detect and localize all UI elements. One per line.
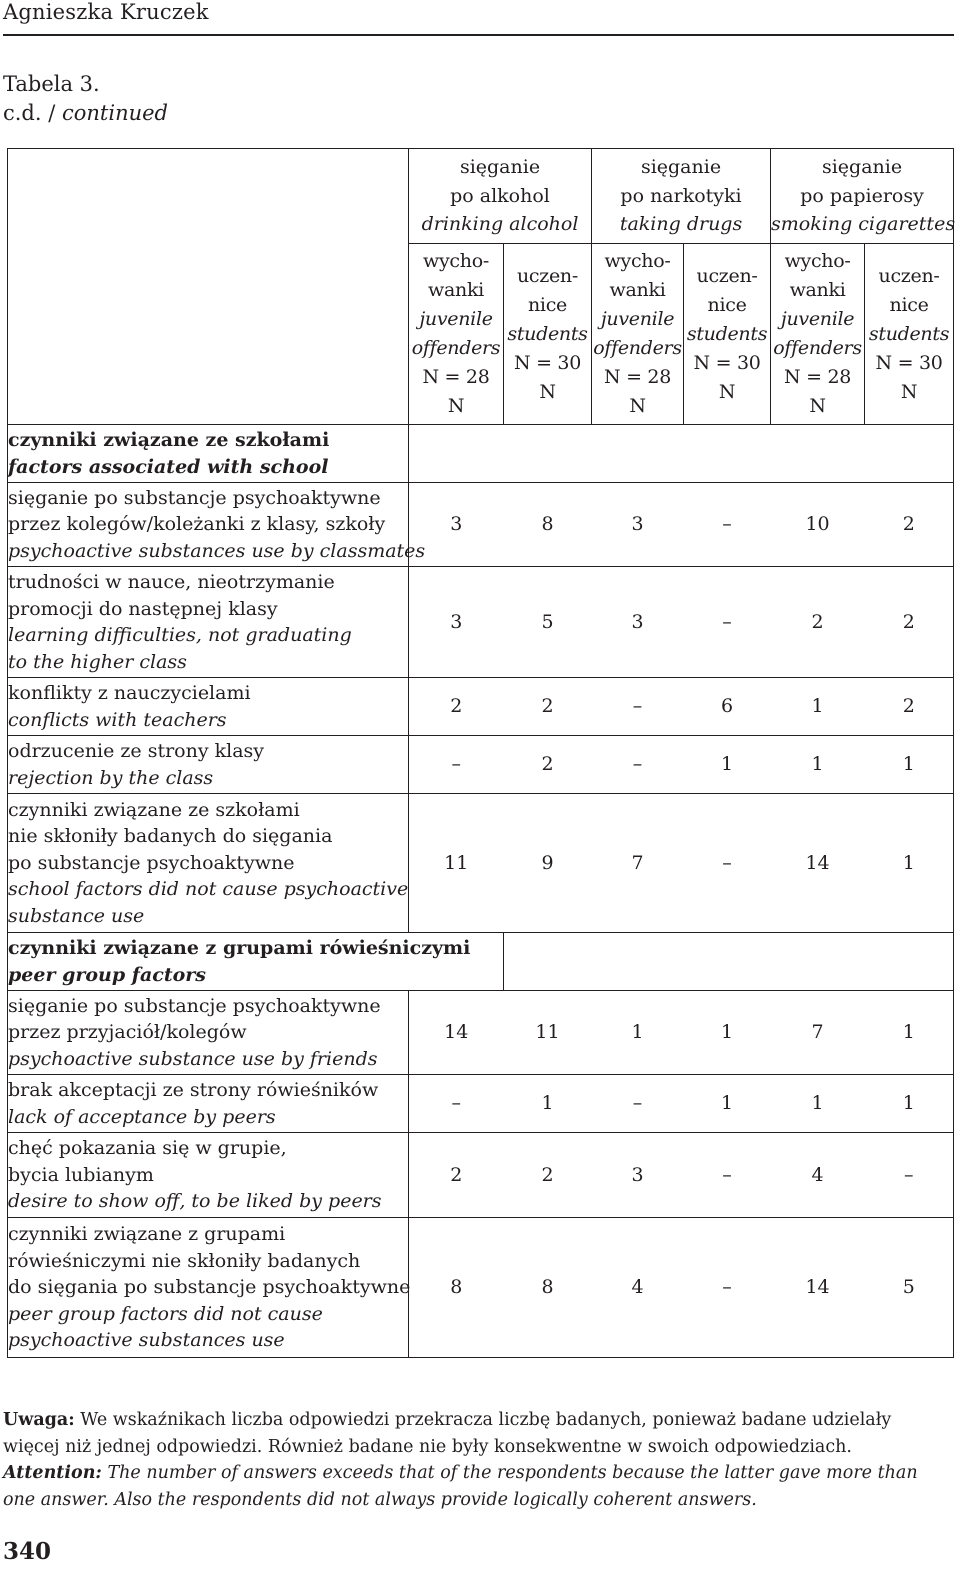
table-caption — [3, 70, 168, 128]
table-row — [8, 736, 954, 794]
value-cell: 9 — [504, 794, 592, 933]
section-title-en: factors associated with school — [8, 455, 329, 478]
value-cell: 1 — [771, 736, 865, 794]
section-title — [8, 425, 409, 483]
section-title-pl: czynniki związane z grupami rówieśniczymi — [8, 937, 471, 959]
row-label — [8, 1133, 409, 1218]
value-cell: 8 — [504, 483, 592, 567]
header-corner — [8, 149, 409, 425]
subheader-offenders: wycho- wanki juvenile offenders N = 28 N — [409, 244, 504, 425]
note-pl-text: We wskaźnikach liczba odpowiedzi przekracza liczbę badanych, ponieważ badane udzielały więcej niż jednej odpowiedzi. Również badane nie były konsekwentne w swoich odpowiedziach. — [3, 1410, 892, 1457]
row-label-pl-line: odrzucenie ze strony klasy — [8, 740, 265, 762]
group-header-drugs: sięganie po narkotyki taking drugs — [592, 149, 771, 244]
value-cell: 2 — [504, 678, 592, 736]
row-label-en-line: rejection by the class — [8, 766, 214, 789]
row-label-en-line: learning difficulties, not graduating — [8, 624, 352, 646]
row-label — [8, 1075, 409, 1133]
table-row — [8, 1075, 954, 1133]
row-label — [8, 736, 409, 794]
note-pl — [3, 1407, 953, 1460]
table-label: Tabela 3. — [3, 72, 100, 96]
row-label-pl-line: promocji do następnej klasy — [8, 597, 278, 620]
row-label-pl-line: rówieśniczymi nie skłoniły badanych — [8, 1249, 361, 1272]
value-cell: 1 — [684, 736, 771, 794]
table-row — [8, 567, 954, 678]
value-cell: 2 — [504, 1133, 592, 1218]
value-cell: 1 — [865, 736, 954, 794]
row-label-pl-line: po substancje psychoaktywne — [8, 851, 295, 874]
value-cell: 1 — [865, 794, 954, 933]
header-rule — [3, 34, 954, 36]
value-cell: – — [409, 736, 504, 794]
value-cell: 2 — [771, 567, 865, 678]
value-cell: – — [684, 1218, 771, 1358]
row-label-pl-line: trudności w nauce, nieotrzymanie — [8, 571, 335, 593]
value-cell: 1 — [684, 1075, 771, 1133]
value-cell: 3 — [592, 483, 684, 567]
header-row-groups — [8, 149, 954, 244]
row-label-en-line: lack of acceptance by peers — [8, 1105, 276, 1128]
row-label-pl-line: chęć pokazania się w grupie, — [8, 1137, 287, 1160]
value-cell: – — [592, 1075, 684, 1133]
value-cell: 1 — [771, 1075, 865, 1133]
row-label — [8, 483, 426, 567]
row-label-pl-line: brak akceptacji ze strony rówieśników — [8, 1079, 379, 1101]
group-header-alcohol: sięganie po alkohol drinking alcohol — [409, 149, 592, 244]
value-cell: – — [409, 1075, 504, 1133]
value-cell: 2 — [865, 483, 954, 567]
value-cell: 1 — [592, 991, 684, 1075]
value-cell: 2 — [865, 567, 954, 678]
value-cell: 8 — [409, 1218, 504, 1358]
section-title — [8, 933, 504, 991]
row-label-pl-line: przez przyjaciół/kolegów — [8, 1021, 247, 1044]
row-label-pl-line: sięganie po substancje psychoaktywne — [8, 994, 381, 1017]
row-label-en-line: psychoactive substances use — [8, 1329, 285, 1352]
value-cell: 1 — [504, 1075, 592, 1133]
table-row — [8, 678, 954, 736]
value-cell: 3 — [592, 567, 684, 678]
value-cell: – — [592, 678, 684, 736]
subheader-offenders: wycho- wanki juvenile offenders N = 28 N — [592, 244, 684, 425]
section-title-pl: czynniki związane ze szkołami — [8, 429, 330, 451]
subheader-offenders: wycho- wanki juvenile offenders N = 28 N — [771, 244, 865, 425]
row-label-pl-line: bycia lubianym — [8, 1163, 154, 1186]
value-cell: – — [684, 794, 771, 933]
row-label-en-line: to the higher class — [8, 650, 187, 673]
table-row — [8, 1133, 954, 1218]
value-cell: 14 — [771, 1218, 865, 1358]
note-en-label: Attention: — [3, 1463, 102, 1483]
row-label-pl-line: konflikty z nauczycielami — [8, 682, 251, 704]
value-cell: 1 — [684, 991, 771, 1075]
table-row — [8, 483, 954, 567]
row-label — [8, 567, 409, 678]
value-cell: – — [684, 567, 771, 678]
section-empty-cell — [504, 933, 954, 991]
section-empty-cell — [409, 425, 954, 483]
table-row — [8, 794, 954, 933]
continued-pl: c.d. — [3, 101, 42, 125]
value-cell: 2 — [865, 678, 954, 736]
value-cell: 5 — [865, 1218, 954, 1358]
value-cell: 7 — [771, 991, 865, 1075]
row-label-pl-line: sięganie po substancje psychoaktywne — [8, 486, 381, 509]
value-cell: 1 — [771, 678, 865, 736]
data-table — [7, 148, 954, 1358]
row-label-en-line: school factors did not cause psychoactive — [8, 878, 409, 901]
value-cell: 2 — [409, 678, 504, 736]
subheader-students: uczen- nice students N = 30 N — [684, 244, 771, 425]
value-cell: 3 — [409, 567, 504, 678]
value-cell: 7 — [592, 794, 684, 933]
note-en — [3, 1460, 953, 1513]
value-cell: 8 — [504, 1218, 592, 1358]
row-label-pl-line: przez kolegów/koleżanki z klasy, szkoły — [8, 513, 386, 536]
group-header-cigarettes: sięganie po papierosy smoking cigarettes — [771, 149, 954, 244]
value-cell: 4 — [592, 1218, 684, 1358]
value-cell: 2 — [409, 1133, 504, 1218]
value-cell: 14 — [409, 991, 504, 1075]
value-cell: 11 — [409, 794, 504, 933]
value-cell: 14 — [771, 794, 865, 933]
row-label-en-line: conflicts with teachers — [8, 708, 227, 731]
table-body — [8, 425, 954, 1358]
value-cell: – — [592, 736, 684, 794]
running-head: Agnieszka Kruczek — [3, 0, 209, 24]
value-cell: – — [865, 1133, 954, 1218]
value-cell: 1 — [865, 991, 954, 1075]
continued-en: continued — [62, 101, 169, 125]
row-label-pl-line: czynniki związane z grupami — [8, 1223, 286, 1246]
table-row — [8, 991, 954, 1075]
value-cell: – — [684, 1133, 771, 1218]
value-cell: 3 — [592, 1133, 684, 1218]
subheader-students: uczen- nice students N = 30 N — [865, 244, 954, 425]
subheader-students: uczen- nice students N = 30 N — [504, 244, 592, 425]
continued-separator: / — [41, 101, 62, 125]
value-cell: 10 — [771, 483, 865, 567]
value-cell: 2 — [504, 736, 592, 794]
row-label-en-line: psychoactive substances use by classmates — [8, 539, 426, 562]
value-cell: 11 — [504, 991, 592, 1075]
value-cell: 4 — [771, 1133, 865, 1218]
row-label — [8, 991, 409, 1075]
section-header-row — [8, 425, 954, 483]
section-header-row — [8, 933, 954, 991]
section-title-en: peer group factors — [8, 963, 206, 986]
note-pl-label: Uwaga: — [3, 1410, 75, 1430]
page-number: 340 — [3, 1538, 52, 1565]
row-label-en-line: desire to show off, to be liked by peers — [8, 1190, 382, 1213]
value-cell: 5 — [504, 567, 592, 678]
row-label — [8, 1218, 409, 1358]
row-label-en-line: psychoactive substance use by friends — [8, 1047, 378, 1070]
value-cell: 6 — [684, 678, 771, 736]
row-label-pl-line: nie skłoniły badanych do sięgania — [8, 825, 333, 848]
value-cell: 1 — [865, 1075, 954, 1133]
value-cell: – — [684, 483, 771, 567]
table-note — [3, 1407, 953, 1513]
continued-label — [3, 99, 168, 128]
table-row — [8, 1218, 954, 1358]
row-label-en-line: peer group factors did not cause — [8, 1302, 323, 1325]
row-label-pl-line: do sięgania po substancje psychoaktywne — [8, 1276, 411, 1299]
note-en-text: The number of answers exceeds that of the respondents because the latter gave more than one answer. Also the respondents did not always provide logically coherent answers. — [3, 1463, 918, 1510]
row-label-pl-line: czynniki związane ze szkołami — [8, 798, 300, 821]
row-label-en-line: substance use — [8, 904, 145, 927]
row-label — [8, 794, 409, 933]
value-cell: 3 — [409, 483, 504, 567]
row-label — [8, 678, 409, 736]
